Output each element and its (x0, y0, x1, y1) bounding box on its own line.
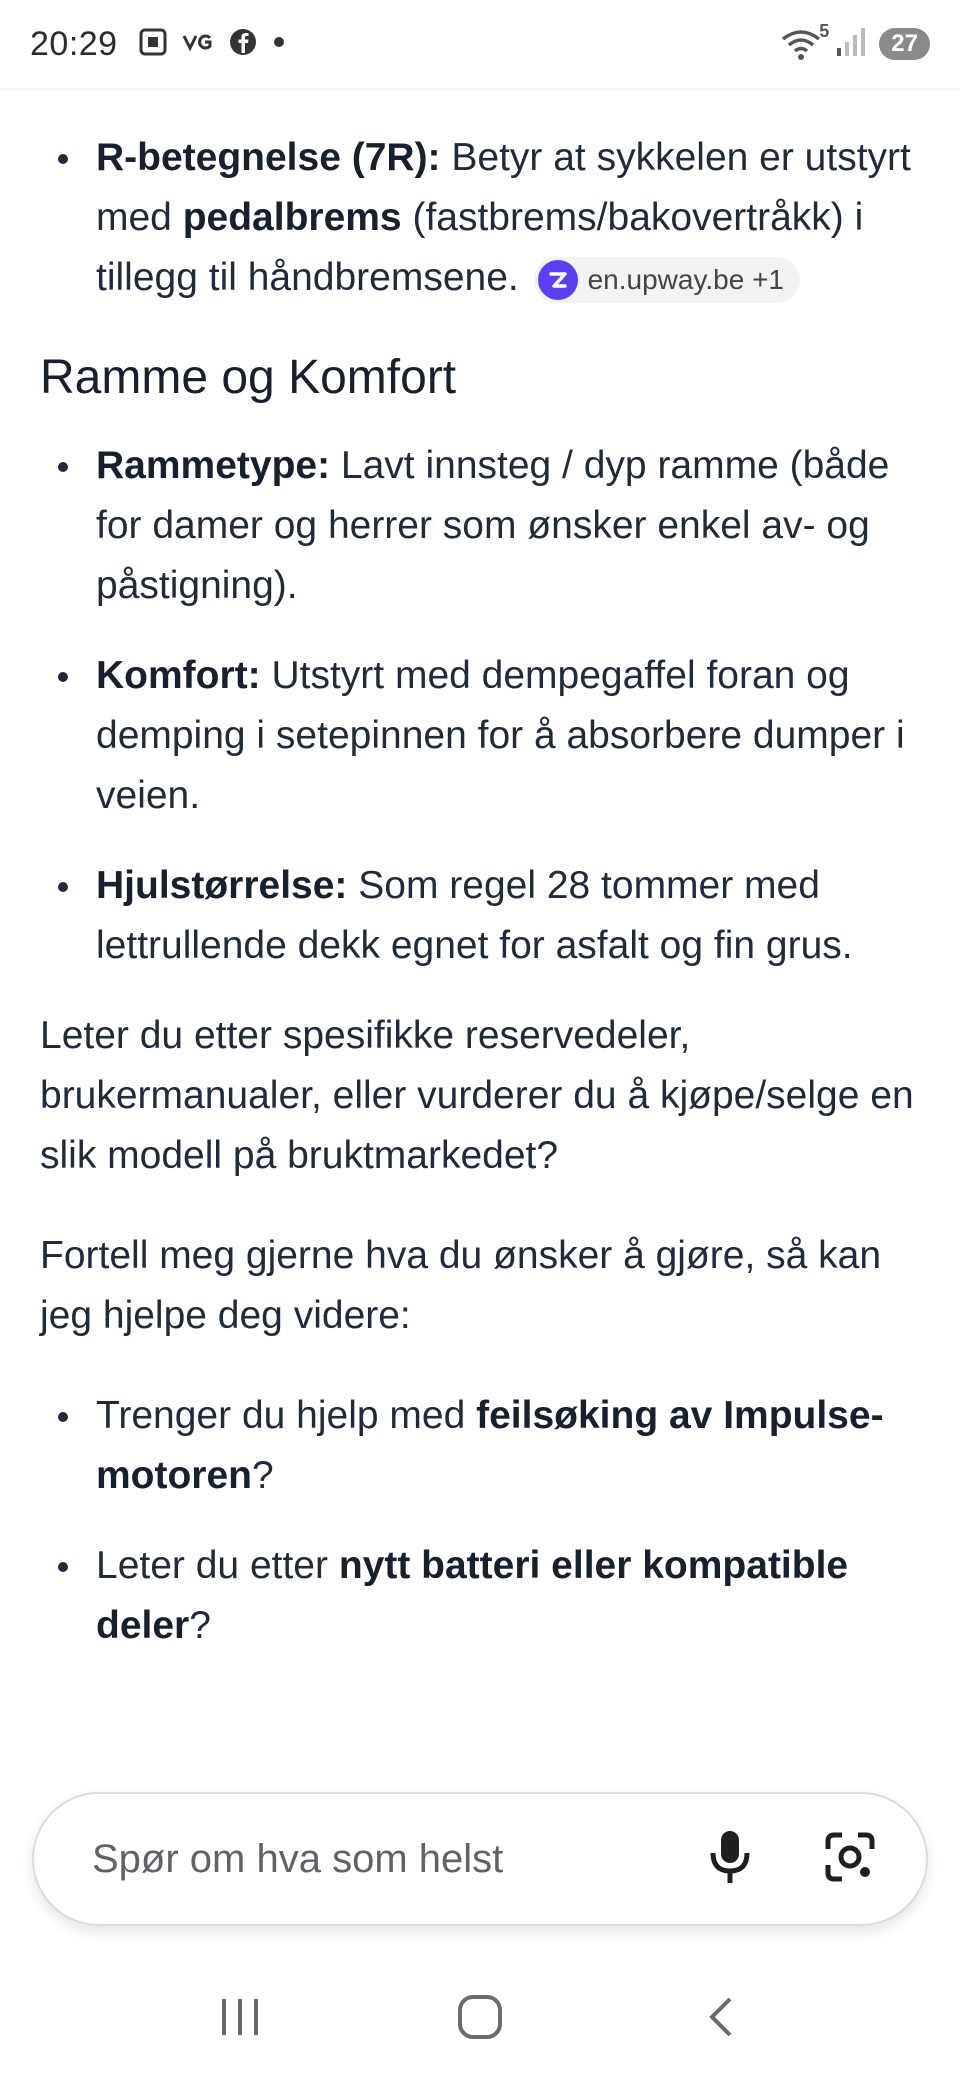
facebook-icon (228, 27, 258, 62)
dot-icon (272, 35, 286, 54)
paragraph: Fortell meg gjerne hva du ønsker å gjøre, så kan jeg hjelpe deg videre: (40, 1234, 882, 1337)
list-item: Trenger du hjelp med feilsøking av Impulse-motoren? (96, 1386, 920, 1506)
list-item: Leter du etter nytt batteri eller kompatible deler? (96, 1536, 920, 1656)
list-item: Rammetype: Lavt innsteg / dyp ramme (både for damer og herrer som ønsker enkel av- og påstigning). (96, 436, 920, 616)
section-heading: Ramme og Komfort (40, 351, 457, 404)
microphone-icon (706, 1829, 754, 1890)
brake-list (40, 128, 920, 308)
signal-icon (835, 26, 867, 63)
answer-content (0, 88, 960, 1686)
recent-apps-button[interactable] (200, 1979, 280, 2059)
vg-icon (182, 32, 214, 57)
battery-icon: 27 (879, 28, 930, 60)
network-badge: 5 (819, 21, 830, 41)
lens-button[interactable] (808, 1817, 892, 1901)
screenshot-icon (138, 27, 168, 62)
wifi-icon (779, 21, 830, 61)
home-button[interactable] (440, 1979, 520, 2059)
system-icons (779, 21, 930, 63)
list-item: R-betegnelse (7R): Betyr at sykkelen er utstyrt med pedalbrems (fastbrems/bakovertråkk) i tillegg til håndbremsene. en.upway.be +1 (96, 128, 920, 308)
camera-lens-icon (824, 1831, 876, 1888)
back-button[interactable] (680, 1979, 760, 2059)
status-time: 20:29 (30, 24, 118, 63)
prompt-bar (32, 1792, 928, 1926)
prompt-input[interactable] (92, 1837, 652, 1882)
list-item: Komfort: Utstyrt med dempegaffel foran og demping i setepinnen for å absorbere dumper i veien. (96, 646, 920, 826)
notification-icons (138, 27, 286, 62)
source-chip-label: en.upway.be +1 (587, 263, 785, 295)
scroll-fade (0, 1660, 960, 1780)
microphone-button[interactable] (688, 1817, 772, 1901)
upway-logo-icon (538, 260, 578, 300)
recent-apps-icon (218, 1997, 262, 2042)
back-icon (704, 1995, 736, 2044)
paragraph: Leter du etter spesifikke reservedeler, brukermanualer, eller vurderer du å kjøpe/selge en slik modell på bruktmarkedet? (40, 1014, 914, 1177)
status-bar (0, 0, 960, 88)
system-nav-bar (0, 1958, 960, 2080)
list-item: Hjulstørrelse: Som regel 28 tommer med lettrullende dekk egnet for asfalt og fin grus. (96, 856, 920, 976)
frame-comfort-list (40, 436, 920, 976)
followup-list (40, 1386, 920, 1656)
home-icon (457, 1994, 503, 2045)
source-chip[interactable] (534, 257, 800, 303)
